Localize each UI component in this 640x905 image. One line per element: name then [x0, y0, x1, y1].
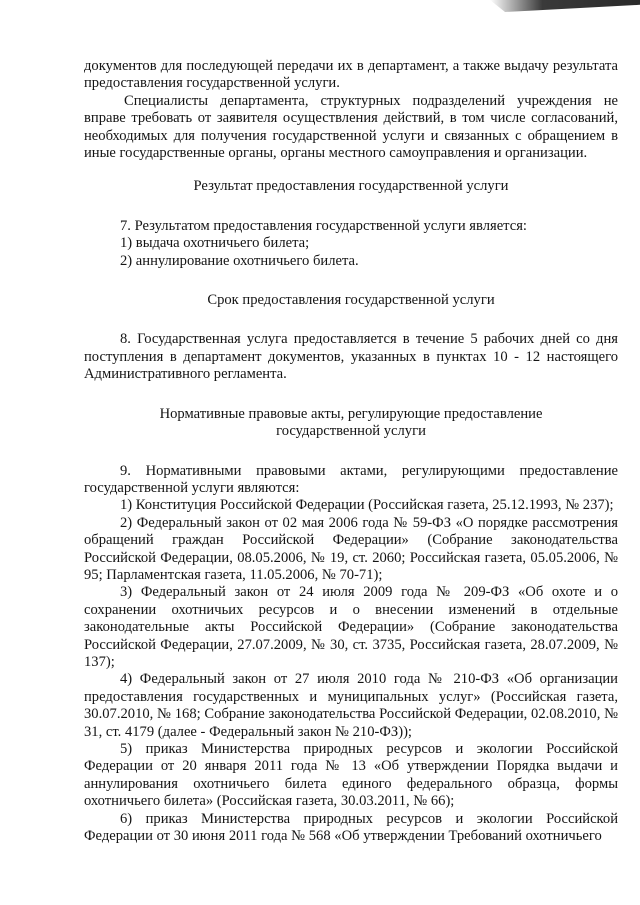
scan-edge-artifact [490, 0, 640, 12]
paragraph-7: 7. Результатом предоставления государственной услуги является: [120, 217, 527, 234]
list-item-9-2: 2) Федеральный закон от 02 мая 2006 года № 59-ФЗ «О порядке рассмотрения обращений граждан Российской Федерации» (Собрание законодательства Российской Федерации, 08.05.2006, № 19, ст. 2060; Российская газета, 05.05.2006, № 95; Парламентская газета, 11.05.2006, № 70-71); [84, 514, 618, 583]
list-item-9-5: 5) приказ Министерства природных ресурсов и экологии Российской Федерации от 20 января 2011 года № 13 «Об утверждении Порядка выдачи и аннулирования охотничьего билета единого федерального образца, формы охотничьего билета» (Российская газета, 30.03.2011, № 66); [84, 741, 618, 810]
list-item-9-1: 1) Конституция Российской Федерации (Российская газета, 25.12.1993, № 237); [120, 497, 614, 514]
heading-acts-line2: государственной услуги [276, 423, 426, 440]
list-item-9-4: 4) Федеральный закон от 27 июля 2010 года № 210-ФЗ «Об организации предоставления государственных и муниципальных услуг» (Российская газета, 30.07.2010, № 168; Собрание законодательства Российской Федерации, 02.08.2010, № 31, ст. 4179 (далее - Федеральный закон № 210-ФЗ)); [84, 671, 618, 740]
document-page [84, 58, 618, 845]
list-item-7-2: 2) аннулирование охотничьего билета. [120, 252, 359, 269]
heading-term: Срок предоставления государственной услуги [207, 292, 495, 309]
paragraph-9: 9. Нормативными правовыми актами, регулирующими предоставление государственной услуги являются: [84, 462, 618, 496]
list-item-9-3: 3) Федеральный закон от 24 июля 2009 года № 209-ФЗ «Об охоте и о сохранении охотничьих ресурсов и о внесении изменений в отдельные законодательные акты Российской Федерации» (Собрание законодательства Российской Федерации, 27.07.2009, № 30, ст. 3735, Российская газета, 28.07.2009, № 137); [84, 584, 618, 670]
heading-result: Результат предоставления государственной услуги [193, 178, 509, 195]
paragraph-specialists: Специалисты департамента, структурных подразделений учреждения не вправе требовать от заявителя осуществления действий, в том числе согласований, необходимых для получения государственной услуги и связанных с обращением в иные государственные органы, органы местного самоуправления и организации. [84, 92, 618, 162]
list-item-7-1: 1) выдача охотничьего билета; [120, 235, 310, 252]
paragraph-continuation: документов для последующей передачи их в департамент, а также выдачу результата предоставления государственной услуги. [84, 58, 618, 92]
list-item-9-6: 6) приказ Министерства природных ресурсов и экологии Российской Федерации от 30 июня 2011 года № 568 «Об утверждении Требований охотничьего [84, 810, 618, 845]
paragraph-8: 8. Государственная услуга предоставляется в течение 5 рабочих дней со дня поступления в департамент документов, указанных в пунктах 10 - 12 настоящего Административного регламента. [84, 331, 618, 383]
heading-acts-line1: Нормативные правовые акты, регулирующие предоставление [159, 405, 543, 422]
